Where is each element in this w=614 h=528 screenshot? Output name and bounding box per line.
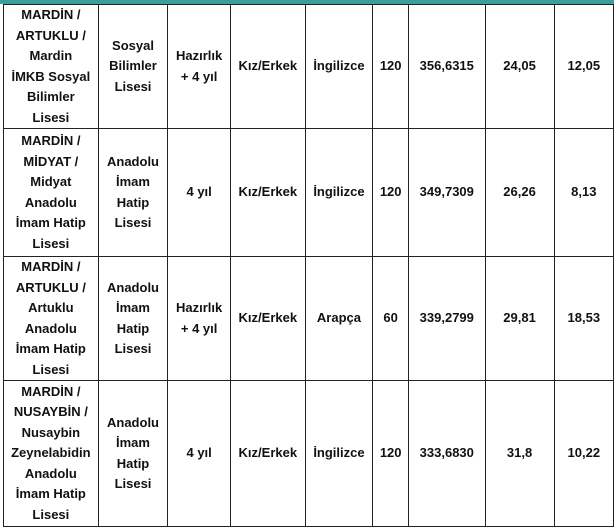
value-cell-b: 18,53	[554, 257, 613, 381]
duration-cell	[168, 129, 231, 257]
location-line: Lisesi	[32, 235, 70, 251]
table-row	[4, 257, 614, 381]
school-type-line: Lisesi	[114, 215, 152, 230]
location-line: İmam Hatip	[15, 215, 86, 230]
location-line: Anadolu	[24, 320, 77, 336]
location-line: MİDYAT /	[23, 153, 79, 169]
location-line: Midyat	[30, 174, 72, 189]
duration-line: + 4 yıl	[180, 68, 218, 84]
score-cell: 333,6830	[409, 381, 485, 527]
location-cell	[4, 381, 99, 527]
score-cell: 339,2799	[409, 257, 485, 381]
school-type-line: İmam	[116, 435, 150, 450]
gender-cell: Kız/Erkek	[230, 381, 305, 527]
duration-line: + 4 yıl	[180, 320, 218, 336]
location-line: Lisesi	[32, 506, 70, 522]
school-type-line: İmam	[116, 174, 150, 189]
location-line: İmam Hatip	[15, 341, 86, 356]
quota-cell: 120	[373, 129, 409, 257]
location-cell	[4, 5, 99, 129]
table-row	[4, 381, 614, 527]
school-type-line: Lisesi	[114, 78, 152, 94]
language-cell: Arapça	[305, 257, 373, 381]
location-line: İmam Hatip	[15, 486, 86, 502]
location-line: Lisesi	[32, 361, 70, 377]
location-cell	[4, 129, 99, 257]
school-type-line: Hatip	[116, 320, 150, 336]
school-type-line: Anadolu	[107, 279, 159, 295]
location-line: Mardin	[29, 48, 73, 63]
school-type-cell	[98, 257, 168, 381]
location-line: Lisesi	[32, 109, 70, 125]
duration-line: Hazırlık	[176, 48, 223, 63]
value-cell-a: 29,81	[485, 257, 554, 381]
location-line: Anadolu	[24, 465, 77, 481]
value-cell-a: 24,05	[485, 5, 554, 129]
value-cell-a: 31,8	[485, 381, 554, 527]
location-line: Anadolu	[24, 194, 77, 210]
quota-cell: 60	[373, 257, 409, 381]
school-type-line: Lisesi	[114, 341, 152, 356]
duration-line: 4 yıl	[186, 445, 212, 461]
language-cell: İngilizce	[305, 5, 373, 129]
school-type-cell	[98, 129, 168, 257]
location-line: Bilimler	[27, 89, 75, 104]
school-type-line: Bilimler	[109, 58, 157, 74]
duration-cell	[168, 381, 231, 527]
gender-cell: Kız/Erkek	[230, 257, 305, 381]
score-cell: 356,6315	[409, 5, 485, 129]
location-line: İMKB Sosyal	[11, 68, 91, 84]
location-line: ARTUKLU /	[15, 279, 86, 295]
quota-cell: 120	[373, 5, 409, 129]
location-line: MARDİN /	[21, 7, 81, 22]
school-type-cell	[98, 381, 168, 527]
gender-cell: Kız/Erkek	[230, 5, 305, 129]
table-row	[4, 5, 614, 129]
school-type-line: Hatip	[116, 455, 150, 471]
location-line: MARDİN /	[21, 259, 81, 274]
table-row	[4, 129, 614, 257]
location-line: Nusaybin	[21, 424, 81, 440]
score-cell: 349,7309	[409, 129, 485, 257]
location-line: ARTUKLU /	[15, 27, 86, 43]
school-type-line: Anadolu	[107, 414, 159, 430]
school-type-line: Anadolu	[107, 153, 159, 169]
value-cell-b: 10,22	[554, 381, 613, 527]
school-results-table	[3, 4, 614, 527]
duration-cell	[168, 257, 231, 381]
school-type-line: Lisesi	[114, 476, 152, 491]
school-type-cell	[98, 5, 168, 129]
location-line: MARDİN /	[21, 133, 81, 148]
duration-line: 4 yıl	[186, 184, 212, 200]
duration-cell	[168, 5, 231, 129]
location-line: NUSAYBİN /	[13, 404, 88, 420]
school-type-line: İmam	[116, 300, 150, 315]
duration-line: Hazırlık	[176, 300, 223, 315]
location-cell	[4, 257, 99, 381]
language-cell: İngilizce	[305, 381, 373, 527]
language-cell: İngilizce	[305, 129, 373, 257]
value-cell-b: 12,05	[554, 5, 613, 129]
quota-cell: 120	[373, 381, 409, 527]
location-line: MARDİN /	[21, 383, 81, 399]
school-type-line: Hatip	[116, 194, 150, 210]
school-type-line: Sosyal	[112, 37, 154, 53]
gender-cell: Kız/Erkek	[230, 129, 305, 257]
value-cell-b: 8,13	[554, 129, 613, 257]
location-line: Artuklu	[28, 300, 74, 315]
location-line: Zeynelabidin	[11, 445, 91, 461]
value-cell-a: 26,26	[485, 129, 554, 257]
